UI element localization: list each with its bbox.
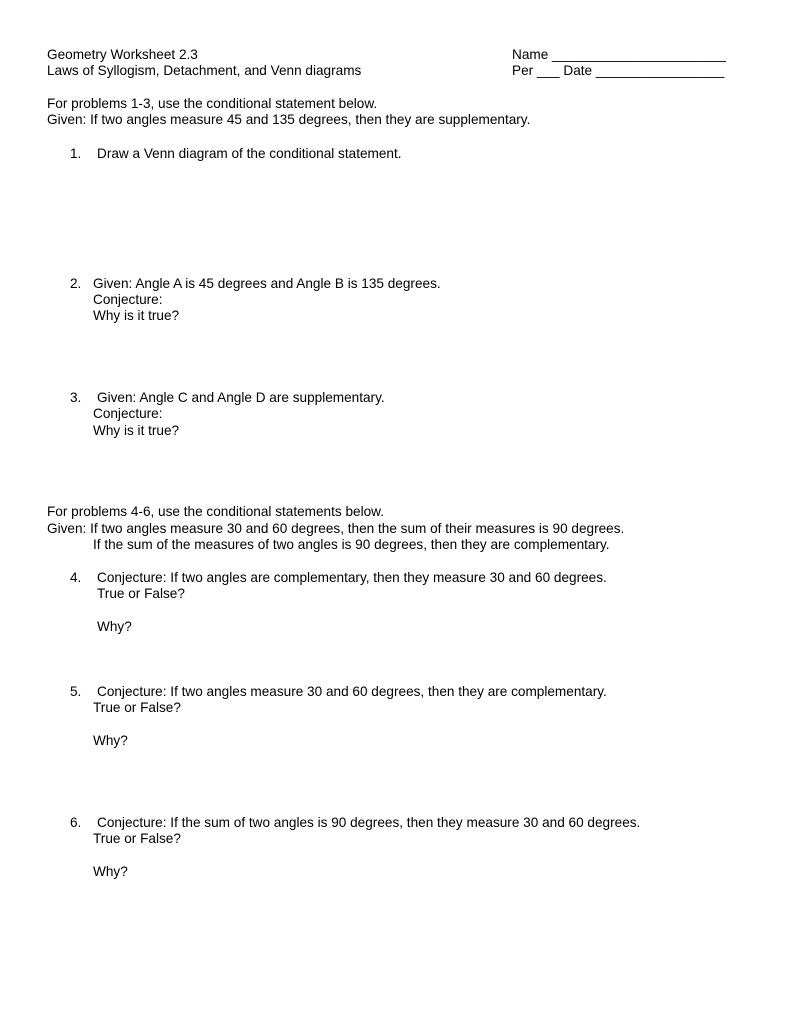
part1-given: Given: If two angles measure 45 and 135 degrees, then they are supplementary. — [47, 112, 531, 127]
problem-1-number: 1. — [70, 146, 82, 161]
part1-intro: For problems 1-3, use the conditional statement below. — [47, 96, 378, 111]
problem-3-number: 3. — [70, 390, 82, 405]
part2-intro: For problems 4-6, use the conditional statements below. — [47, 504, 385, 519]
problem-1-text: Draw a Venn diagram of the conditional statement. — [97, 146, 402, 161]
problem-3-text: Given: Angle C and Angle D are supplementary. — [97, 390, 385, 405]
problem-5-true-false: True or False? — [93, 700, 181, 715]
problem-6-number: 6. — [70, 815, 82, 830]
problem-2-number: 2. — [70, 276, 82, 291]
part2-given-1: Given: If two angles measure 30 and 60 degrees, then the sum of their measures is 90 degrees. — [47, 521, 625, 536]
problem-6-true-false: True or False? — [93, 831, 181, 846]
problem-4-why: Why? — [97, 619, 132, 634]
part2-given-2: If the sum of the measures of two angles is 90 degrees, then they are complementary. — [93, 537, 610, 552]
problem-4-number: 4. — [70, 570, 82, 585]
period-date-field-line: Per ___ Date _________________ — [512, 63, 725, 78]
worksheet-title: Geometry Worksheet 2.3 — [47, 47, 198, 62]
problem-2-why: Why is it true? — [93, 308, 180, 323]
problem-2-text: Given: Angle A is 45 degrees and Angle B is 135 degrees. — [93, 276, 441, 291]
problem-5-why: Why? — [93, 733, 128, 748]
problem-5-number: 5. — [70, 684, 82, 699]
problem-6-text: Conjecture: If the sum of two angles is 90 degrees, then they measure 30 and 60 degrees. — [97, 815, 641, 830]
problem-3-conjecture: Conjecture: — [93, 406, 163, 421]
problem-3-why: Why is it true? — [93, 423, 180, 438]
problem-2-conjecture: Conjecture: — [93, 292, 163, 307]
problem-4-text: Conjecture: If two angles are complementary, then they measure 30 and 60 degrees. — [97, 570, 607, 585]
name-field-line: Name _______________________ — [512, 47, 726, 62]
worksheet-subtitle: Laws of Syllogism, Detachment, and Venn diagrams — [47, 63, 362, 78]
problem-4-true-false: True or False? — [97, 586, 185, 601]
problem-6-why: Why? — [93, 864, 128, 879]
problem-5-text: Conjecture: If two angles measure 30 and 60 degrees, then they are complementary. — [97, 684, 607, 699]
